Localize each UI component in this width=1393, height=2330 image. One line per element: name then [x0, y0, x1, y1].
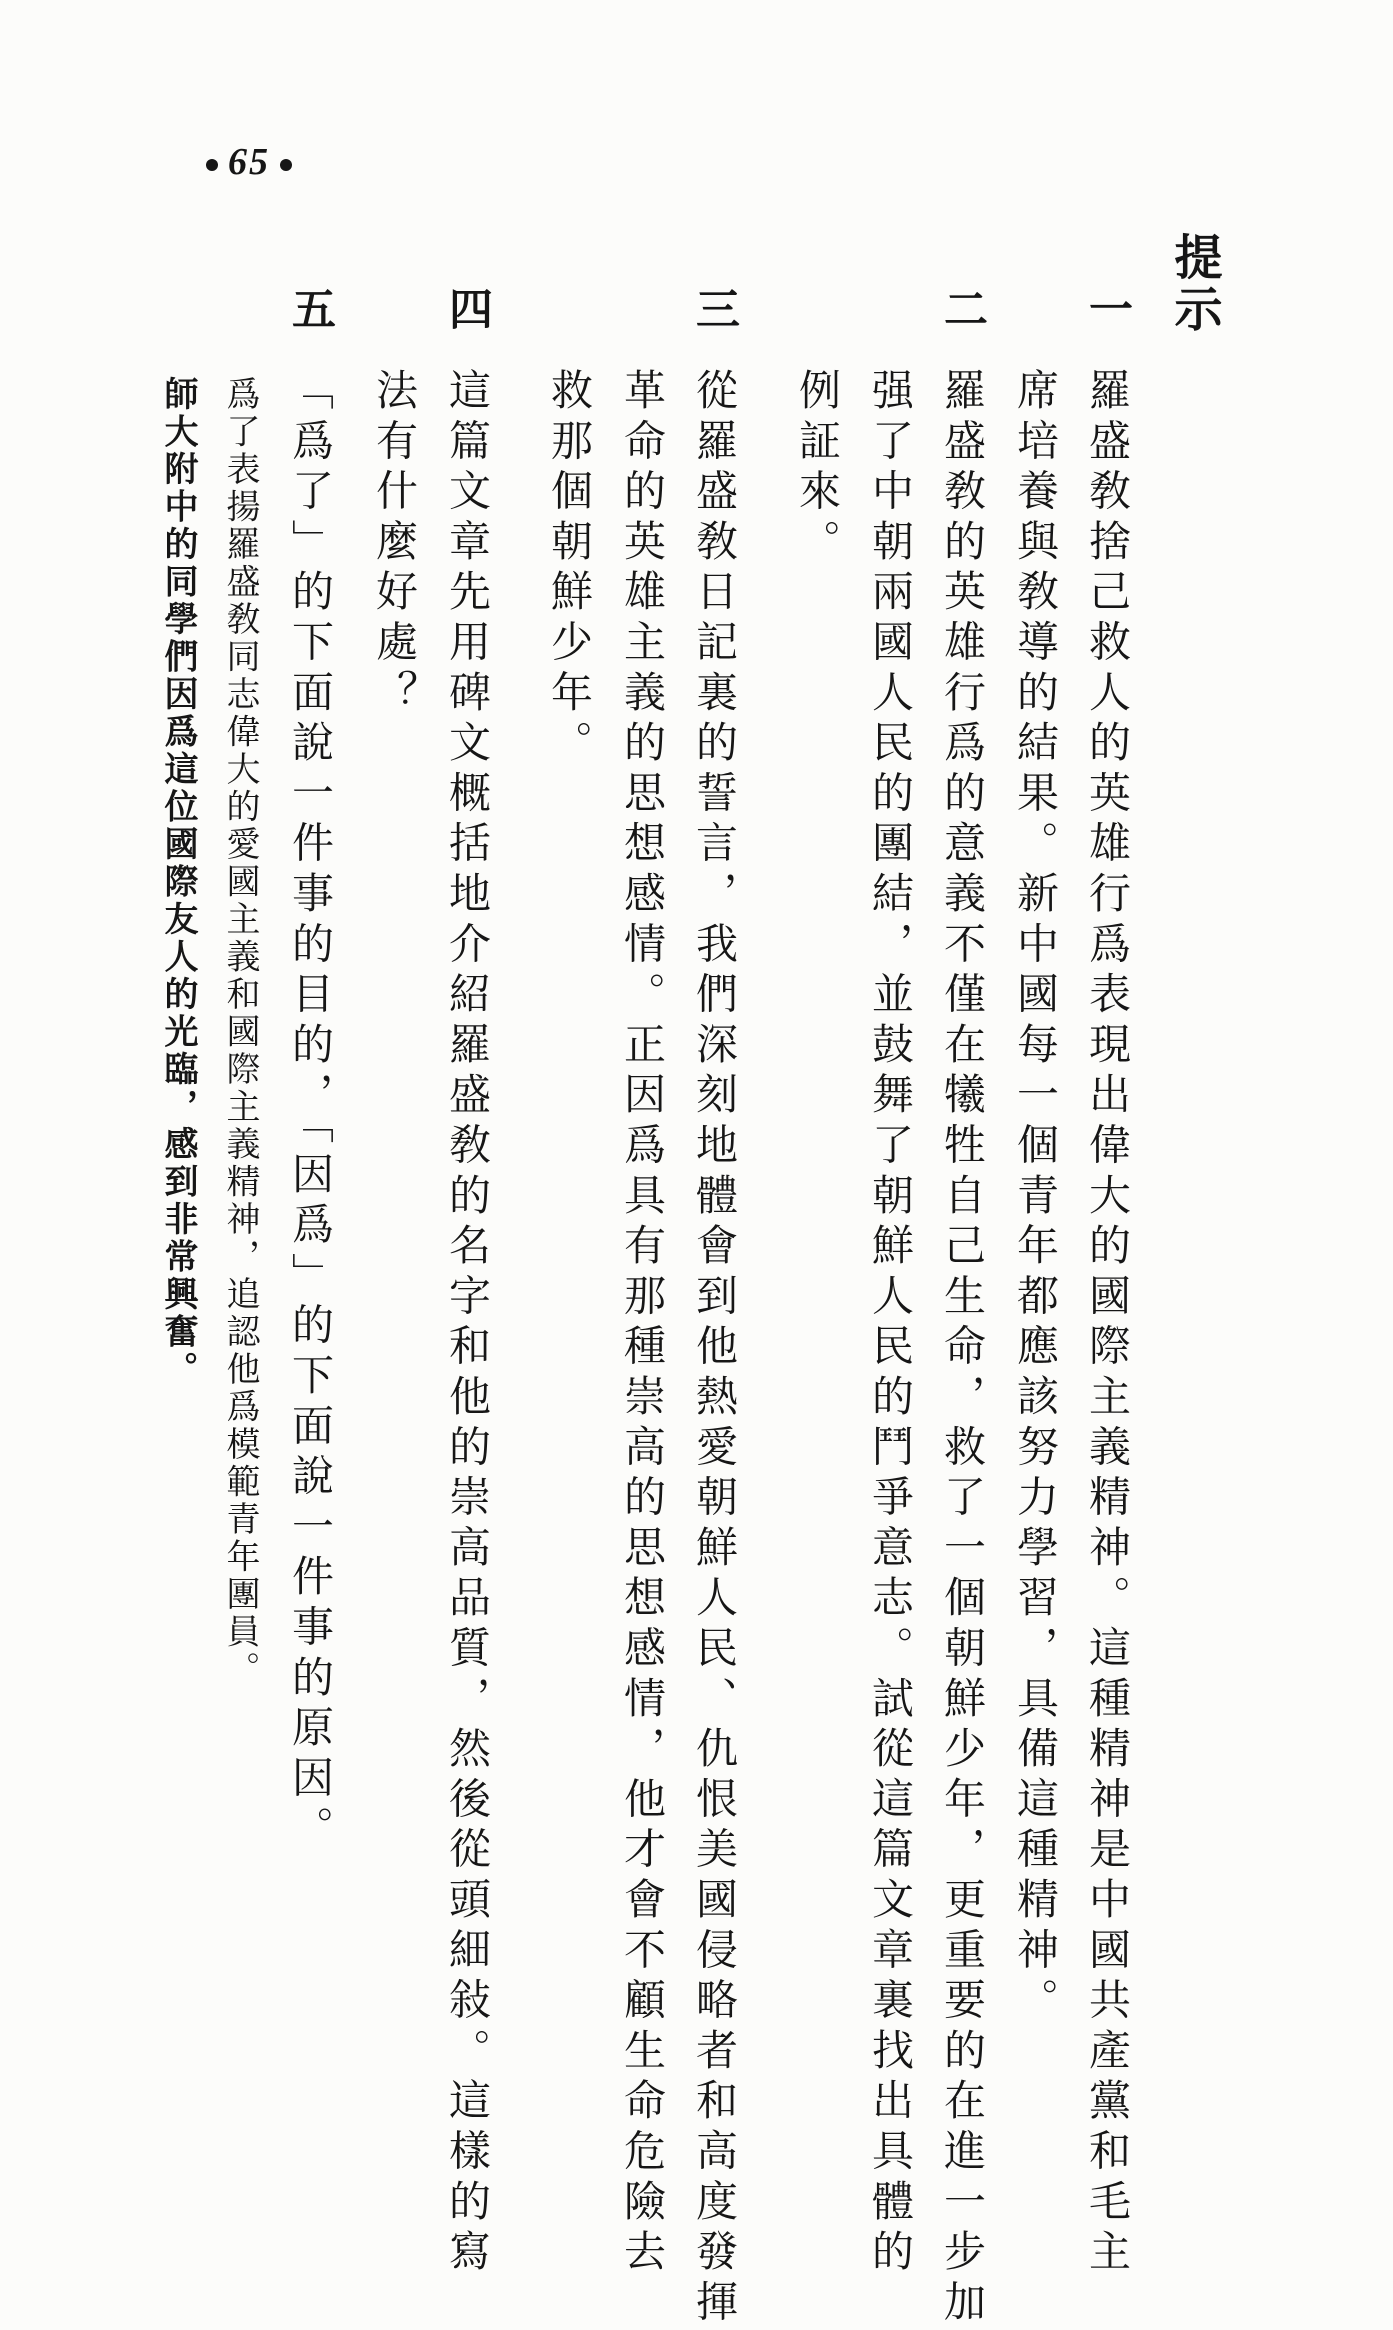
item-number-5: 五	[284, 286, 335, 330]
example-sentence-1: 爲了表揚羅盛敎同志偉大的愛國主義和國際主義精神，追認他爲模範青年團員。	[220, 376, 260, 1689]
bullet-icon	[280, 159, 292, 171]
item-4-line-2: 法有什麼好處？	[370, 368, 419, 721]
item-2-line-1: 羅盛敎的英雄行爲的意義不僅在犧牲自己生命，救了一個朝鮮少年，更重要的在進一步加	[938, 368, 987, 2330]
item-3-line-1: 從羅盛敎日記裏的誓言，我們深刻地體會到他熱愛朝鮮人民、仇恨美國侵略者和高度發揮	[690, 368, 739, 2330]
item-number-2: 二	[936, 286, 987, 330]
example-sentence-2: 師大附中的同學們因爲這位國際友人的光臨，感到非常興奮。	[158, 376, 198, 1389]
item-5-line-1: 「爲了」的下面說一件事的目的，「因爲」的下面說一件事的原因。	[286, 368, 335, 1856]
item-1-line-1: 羅盛敎捨己救人的英雄行爲表現出偉大的國際主義精神。這種精神是中國共產黨和毛主	[1083, 368, 1132, 2280]
item-1-line-2: 席培養與敎導的結果。新中國每一個青年都應該努力學習，具備這種精神。	[1011, 368, 1060, 2028]
page-number: 65	[196, 140, 302, 184]
bullet-icon	[206, 159, 218, 171]
item-number-3: 三	[688, 286, 739, 330]
item-2-line-3: 例証來。	[793, 368, 842, 570]
item-4-line-1: 這篇文章先用碑文概括地介紹羅盛敎的名字和他的崇高品質，然後從頭細敍。這樣的寫	[443, 368, 492, 2280]
item-2-line-2: 强了中朝兩國人民的團結，並鼓舞了朝鮮人民的鬥爭意志。試從這篇文章裏找出具體的	[866, 368, 915, 2280]
item-3-line-3: 救那個朝鮮少年。	[545, 368, 594, 771]
item-number-4: 四	[441, 286, 492, 330]
item-number-1: 一	[1081, 286, 1132, 330]
item-3-line-2: 革命的英雄主義的思想感情。正因爲具有那種崇高的思想感情，他才會不顧生命危險去	[618, 368, 667, 2280]
page-title: 提示	[1166, 232, 1222, 336]
